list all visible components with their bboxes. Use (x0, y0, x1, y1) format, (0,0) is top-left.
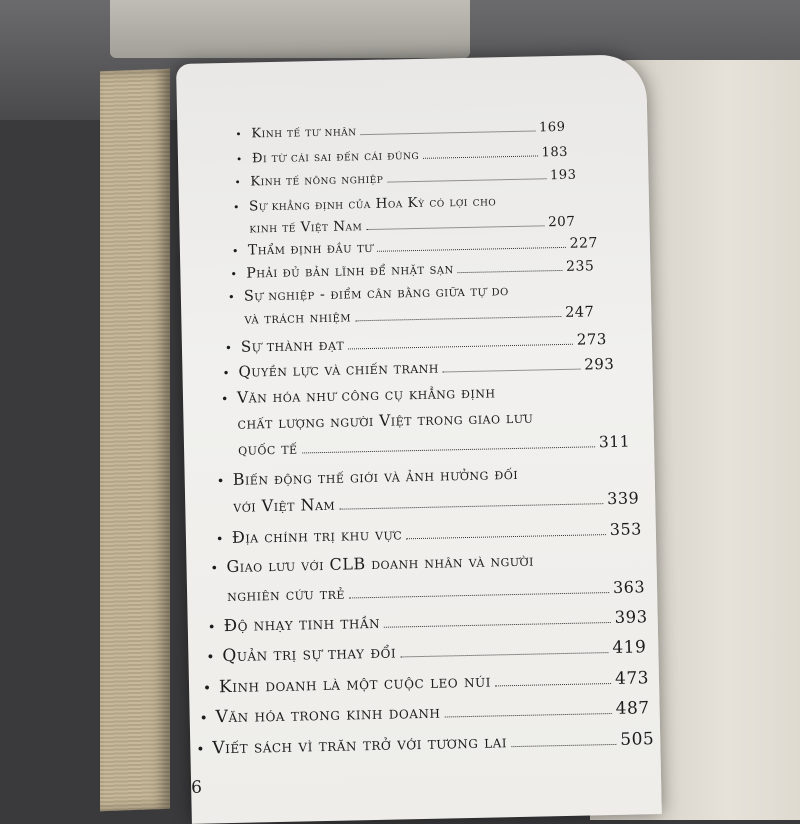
leader-dots (377, 238, 566, 251)
toc-entry-page: 311 (598, 432, 631, 452)
toc-entry-title: Quyền lực và chiến tranh (238, 358, 440, 381)
toc-entry-title-line: với Việt Nam (233, 494, 336, 516)
bullet-icon: • (227, 289, 236, 304)
toc-entry-page: 235 (565, 258, 595, 275)
leader-dots (387, 170, 546, 182)
toc-entry-title-line: kinh tế Việt Nam (249, 218, 363, 237)
bullet-icon: • (196, 741, 206, 758)
bullet-icon: • (235, 128, 243, 141)
toc-entry-title: Thẩm định đầu tư (247, 239, 374, 259)
toc-entry-title: Địa chính trị khu vực (231, 524, 403, 547)
toc-entry-title-line: Sự khẳng định của Hoa Kỳ có lợi cho (248, 193, 497, 215)
leader-dots (349, 582, 609, 598)
toc-entry (230, 258, 594, 282)
toc-entry (208, 607, 648, 635)
toc-entry (222, 355, 614, 381)
toc-entry-page: 193 (549, 167, 577, 184)
book-page-edges (100, 69, 170, 811)
toc-entry (228, 281, 608, 305)
toc-entry-page: 183 (541, 144, 569, 161)
bullet-icon: • (222, 365, 231, 381)
toc-entry-page: 339 (606, 488, 640, 509)
leader-dots (384, 612, 611, 628)
toc-entry (221, 381, 621, 407)
toc-entry-page: 169 (538, 119, 566, 136)
toc-entry (203, 668, 649, 697)
leader-dots (348, 335, 573, 350)
toc-entry-title: Quản trị sự thay đổi (222, 642, 397, 667)
leader-dots (366, 217, 544, 230)
toc-entry-page: 505 (620, 729, 655, 750)
toc-entry-page: 419 (612, 637, 647, 658)
toc-entry-page: 273 (576, 330, 608, 349)
bullet-icon: • (220, 390, 229, 407)
toc-entry-title: Viết sách vì trăn trở với tương lai (212, 732, 508, 759)
toc-entry-title-line: Sự nghiệp - điểm cân bằng giữa tự do (243, 283, 509, 305)
bullet-icon: • (231, 244, 240, 258)
bullet-icon: • (207, 620, 217, 636)
leader-dots (495, 673, 611, 687)
toc-entry-page: 207 (547, 213, 576, 231)
table-of-contents-page (176, 54, 662, 824)
toc-entry-page: 393 (614, 607, 648, 627)
toc-entry-title-line: Biến động thế giới và ảnh hưởng đối (232, 463, 519, 489)
bullet-icon: • (224, 340, 233, 356)
leader-dots (361, 123, 536, 135)
toc-entry (210, 548, 650, 576)
leader-dots (443, 360, 581, 373)
leader-dots (406, 525, 606, 540)
toc-entry-title-line: nghiên cứu trẻ (226, 583, 346, 606)
bullet-icon: • (210, 561, 219, 577)
bullet-icon: • (232, 200, 241, 214)
toc-entry-page: 227 (569, 235, 599, 252)
toc-entry-page: 247 (564, 304, 595, 321)
toc-entry-title: Kinh tế tư nhân (251, 124, 357, 142)
toc-entry-continuation (233, 488, 639, 515)
toc-entry (225, 330, 607, 356)
toc-entry (199, 698, 649, 727)
page-number: 6 (190, 777, 203, 798)
leader-dots (400, 642, 608, 658)
toc-entry (235, 120, 565, 142)
background-plastic-wrap (110, 0, 470, 58)
bullet-icon: • (202, 680, 212, 697)
toc-entry-page: 363 (612, 577, 646, 597)
toc-entry (217, 461, 637, 489)
toc-entry-title: Sự thành đạt (240, 335, 345, 356)
toc-entry-page: 293 (584, 354, 615, 374)
toc-entry-page: 353 (609, 519, 643, 540)
toc-entry-title: Phải đủ bản lĩnh để nhặt sạn (246, 261, 454, 282)
leader-dots (423, 148, 538, 159)
toc-entry (233, 191, 593, 215)
toc-entry-title: Kinh doanh là một cuộc leo núi (218, 671, 492, 698)
toc-entry (216, 519, 642, 547)
toc-entry-continuation (238, 433, 630, 459)
toc-entry (232, 235, 598, 259)
toc-entry-title-line: chất lượng người Việt trong giao lưu (237, 408, 534, 433)
toc-entry (236, 145, 568, 167)
bullet-icon: • (206, 649, 216, 666)
bullet-icon: • (215, 532, 225, 548)
leader-dots (355, 307, 561, 321)
toc-entry (206, 637, 646, 666)
leader-dots (511, 734, 616, 747)
toc-entry-title: Độ nhạy tinh thần (223, 612, 381, 636)
toc-entry-title-line: Giao lưu với CLB doanh nhân và người (226, 550, 535, 577)
bullet-icon: • (230, 267, 238, 281)
toc-entry-page: 487 (615, 698, 650, 719)
leader-dots (301, 437, 595, 453)
toc-entry-continuation (237, 407, 621, 433)
toc-entry-title-line: Văn hóa như công cụ khẳng định (236, 383, 496, 407)
toc-entry-continuation (244, 304, 594, 327)
bullet-icon: • (235, 153, 243, 166)
toc-entry-page: 473 (614, 668, 650, 689)
toc-list (176, 54, 662, 824)
toc-entry-title-line: quốc tế (237, 439, 298, 459)
bullet-icon: • (234, 176, 242, 189)
bullet-icon: • (199, 710, 209, 727)
leader-dots (339, 494, 603, 510)
leader-dots (458, 262, 562, 274)
toc-entry-title: Đi từ cái sai đến cái đúng (251, 147, 420, 167)
toc-entry (196, 729, 654, 759)
toc-entry-title-line: và trách nhiệm (244, 309, 352, 328)
toc-entry-title: Kinh tế nông nghiệp (250, 171, 384, 190)
toc-entry-continuation (249, 214, 575, 237)
toc-entry-title: Văn hóa trong kinh doanh (215, 702, 441, 728)
leader-dots (444, 703, 611, 718)
toc-entry (234, 168, 576, 190)
toc-entry-continuation (227, 577, 645, 605)
bullet-icon: • (216, 474, 225, 490)
